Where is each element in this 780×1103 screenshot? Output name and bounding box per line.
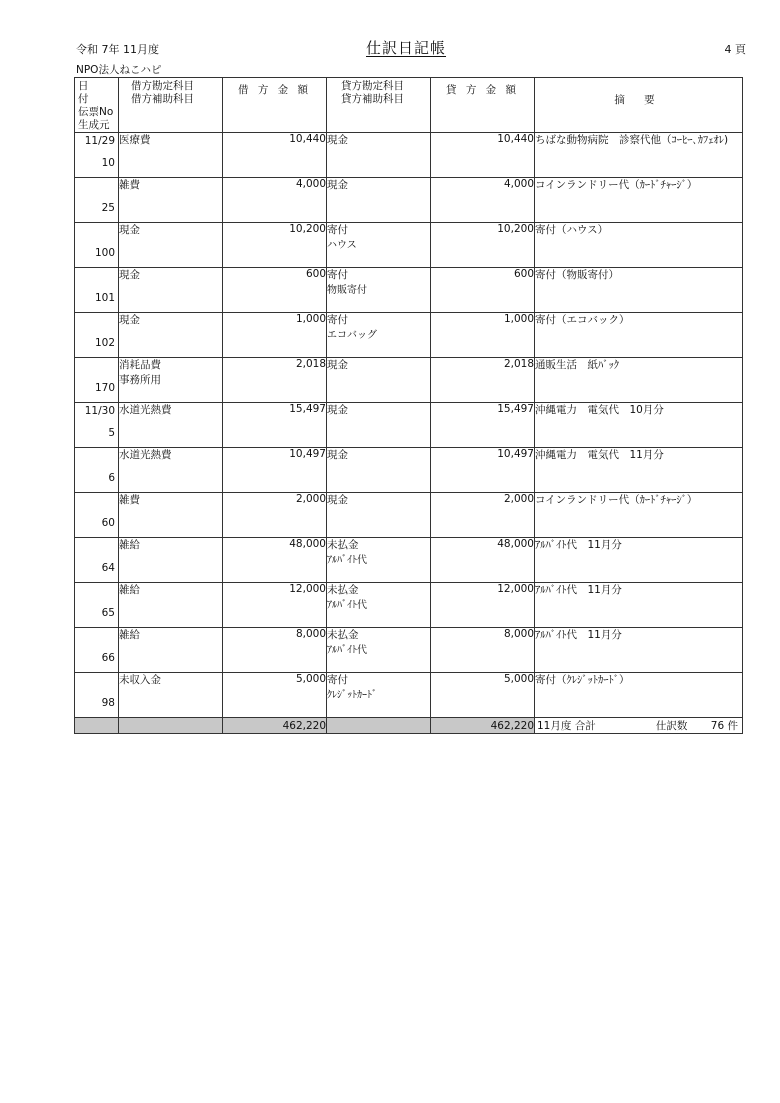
entry-description: 沖縄電力 電気代 10月分: [535, 403, 743, 448]
entry-description: ちばな動物病院 診察代他（ｺｰﾋｰ､ｶﾌｪｵﾚ): [535, 133, 743, 178]
debit-account: 雑給: [119, 629, 140, 641]
debit-account: 水道光熱費: [119, 404, 172, 416]
table-row: [75, 268, 743, 313]
header-debit-account-label: 借方勘定科目: [131, 80, 194, 92]
credit-account-cell: [327, 178, 431, 223]
header-debit-account: [119, 78, 223, 133]
debit-account-cell: [119, 268, 223, 313]
debit-account-cell: [119, 178, 223, 223]
header-debit-amount-label: 借 方 金 額: [237, 84, 311, 96]
date-cell: [75, 223, 119, 268]
credit-account: 未払金: [327, 584, 359, 596]
header-credit-sub-label: 貸方補助科目: [341, 93, 404, 105]
credit-account: 未払金: [327, 539, 359, 551]
totals-summary: [535, 718, 743, 734]
credit-account: 未払金: [327, 629, 359, 641]
debit-account-cell: [119, 583, 223, 628]
date-cell: [75, 133, 119, 178]
entry-description: コインランドリー代（ｶｰﾄﾞﾁｬｰｼﾞ）: [535, 178, 743, 223]
totals-blank-credit-account: [327, 718, 431, 734]
credit-account-cell: [327, 223, 431, 268]
credit-account: 現金: [327, 404, 348, 416]
debit-amount: 10,497: [223, 448, 327, 493]
debit-amount: 10,440: [223, 133, 327, 178]
page-number: 4 頁: [724, 43, 746, 56]
entry-description: ｱﾙﾊﾞｲﾄ代 11月分: [535, 583, 743, 628]
date-cell: [75, 268, 119, 313]
slip-number: 101: [94, 292, 115, 304]
credit-account: 現金: [327, 449, 348, 461]
header-summary: [535, 78, 743, 133]
debit-account: 未収入金: [119, 674, 161, 686]
credit-amount: 15,497: [431, 403, 535, 448]
debit-account: 消耗品費: [119, 359, 161, 371]
entry-description: ｱﾙﾊﾞｲﾄ代 11月分: [535, 628, 743, 673]
debit-total: 462,220: [223, 718, 327, 734]
debit-account-cell: [119, 448, 223, 493]
date-cell: [75, 178, 119, 223]
header-debit-amount: [223, 78, 327, 133]
slip-number: 10: [101, 157, 115, 169]
credit-account: 現金: [327, 494, 348, 506]
credit-amount: 600: [431, 268, 535, 313]
debit-amount: 1,000: [223, 313, 327, 358]
credit-amount: 4,000: [431, 178, 535, 223]
credit-amount: 10,440: [431, 133, 535, 178]
debit-account-cell: [119, 358, 223, 403]
credit-sub-account: ｱﾙﾊﾞｲﾄ代: [327, 645, 367, 656]
slip-number: 60: [101, 517, 115, 529]
debit-amount: 10,200: [223, 223, 327, 268]
debit-account: 現金: [119, 224, 140, 236]
credit-account-cell: [327, 358, 431, 403]
credit-amount: 5,000: [431, 673, 535, 718]
entry-description: 寄付（物販寄付）: [535, 268, 743, 313]
credit-amount: 2,000: [431, 493, 535, 538]
totals-blank-debit-account: [119, 718, 223, 734]
table-row: [75, 403, 743, 448]
slip-number: 170: [94, 382, 115, 394]
table-header: [75, 78, 743, 133]
slip-number: 100: [94, 247, 115, 259]
header-credit-amount-label: 貸 方 金 額: [445, 84, 519, 96]
header-debit-sub-label: 借方補助科目: [131, 93, 194, 105]
entry-date: 11/30: [84, 405, 115, 417]
totals-label: 11月度 合計: [537, 720, 596, 732]
credit-amount: 48,000: [431, 538, 535, 583]
credit-account-cell: [327, 493, 431, 538]
entry-count: 76 件: [710, 720, 738, 732]
credit-sub-account: エコバッグ: [327, 330, 377, 341]
debit-account-cell: [119, 628, 223, 673]
credit-amount: 10,200: [431, 223, 535, 268]
debit-account: 水道光熱費: [119, 449, 172, 461]
table-row: [75, 223, 743, 268]
debit-amount: 2,000: [223, 493, 327, 538]
credit-account: 寄付: [327, 269, 348, 281]
credit-amount: 10,497: [431, 448, 535, 493]
date-cell: [75, 448, 119, 493]
slip-number: 6: [108, 472, 115, 484]
entry-description: 寄付（ｸﾚｼﾞｯﾄｶｰﾄﾞ）: [535, 673, 743, 718]
slip-number: 5: [108, 427, 115, 439]
debit-account: 雑給: [119, 584, 140, 596]
debit-amount: 12,000: [223, 583, 327, 628]
header-credit-amount: [431, 78, 535, 133]
credit-account-cell: [327, 673, 431, 718]
credit-sub-account: ｱﾙﾊﾞｲﾄ代: [327, 555, 367, 566]
journal-table: [74, 77, 743, 734]
credit-account-cell: [327, 133, 431, 178]
credit-account-cell: [327, 583, 431, 628]
credit-account: 寄付: [327, 674, 348, 686]
entry-description: ｱﾙﾊﾞｲﾄ代 11月分: [535, 538, 743, 583]
credit-account-cell: [327, 448, 431, 493]
entry-count-group: [656, 718, 738, 733]
date-cell: [75, 673, 119, 718]
table-row: [75, 448, 743, 493]
debit-account: 雑費: [119, 179, 140, 191]
debit-account-cell: [119, 223, 223, 268]
debit-amount: 600: [223, 268, 327, 313]
debit-sub-account: 事務所用: [119, 374, 161, 386]
date-cell: [75, 583, 119, 628]
debit-account: 現金: [119, 314, 140, 326]
debit-amount: 15,497: [223, 403, 327, 448]
debit-account: 雑費: [119, 494, 140, 506]
header-date: [75, 78, 119, 133]
debit-account-cell: [119, 313, 223, 358]
date-cell: [75, 403, 119, 448]
credit-account: 現金: [327, 179, 348, 191]
header-date-line1: 日 付: [78, 80, 95, 105]
slip-number: 102: [94, 337, 115, 349]
credit-amount: 1,000: [431, 313, 535, 358]
debit-account: 医療費: [119, 134, 151, 146]
table-body: [75, 133, 743, 718]
header-summary-label: 摘 要: [614, 93, 663, 106]
credit-amount: 2,018: [431, 358, 535, 403]
debit-account-cell: [119, 673, 223, 718]
table-row: [75, 628, 743, 673]
table-row: [75, 583, 743, 628]
debit-account: 現金: [119, 269, 140, 281]
header-date-line3: 生成元: [78, 119, 110, 131]
credit-account-cell: [327, 538, 431, 583]
entry-description: 沖縄電力 電気代 11月分: [535, 448, 743, 493]
totals-row: [75, 718, 743, 734]
date-cell: [75, 538, 119, 583]
slip-number: 64: [101, 562, 115, 574]
credit-account-cell: [327, 628, 431, 673]
slip-number: 25: [101, 202, 115, 214]
table-row: [75, 313, 743, 358]
credit-account: 寄付: [327, 314, 348, 326]
credit-sub-account: ｱﾙﾊﾞｲﾄ代: [327, 600, 367, 611]
debit-account-cell: [119, 493, 223, 538]
debit-account: 雑給: [119, 539, 140, 551]
credit-account-cell: [327, 313, 431, 358]
header-credit-account-label: 貸方勘定科目: [341, 80, 404, 92]
table-row: [75, 673, 743, 718]
credit-sub-account: ｸﾚｼﾞｯﾄｶｰﾄﾞ: [327, 690, 377, 701]
entry-description: 寄付（ハウス）: [535, 223, 743, 268]
totals-blank-date: [75, 718, 119, 734]
debit-amount: 8,000: [223, 628, 327, 673]
entry-date: 11/29: [84, 135, 115, 147]
credit-total: 462,220: [431, 718, 535, 734]
debit-amount: 48,000: [223, 538, 327, 583]
credit-account: 現金: [327, 134, 348, 146]
credit-account-cell: [327, 268, 431, 313]
debit-account-cell: [119, 538, 223, 583]
credit-account: 現金: [327, 359, 348, 371]
organization-name: NPO法人ねこハピ: [76, 64, 162, 76]
debit-account-cell: [119, 133, 223, 178]
table-row: [75, 358, 743, 403]
date-cell: [75, 628, 119, 673]
debit-amount: 2,018: [223, 358, 327, 403]
credit-sub-account: ハウス: [327, 240, 357, 251]
slip-number: 66: [101, 652, 115, 664]
header-credit-account: [327, 78, 431, 133]
debit-amount: 4,000: [223, 178, 327, 223]
date-cell: [75, 493, 119, 538]
header-date-line2: 伝票No: [78, 106, 114, 118]
entry-description: 寄付（エコバック）: [535, 313, 743, 358]
table-row: [75, 178, 743, 223]
debit-account-cell: [119, 403, 223, 448]
slip-number: 98: [101, 697, 115, 709]
slip-number: 65: [101, 607, 115, 619]
entry-description: 通販生活 紙ﾊﾞｯｸ: [535, 358, 743, 403]
credit-account-cell: [327, 403, 431, 448]
credit-amount: 8,000: [431, 628, 535, 673]
period-label: 令和 7年 11月度: [76, 43, 159, 56]
credit-sub-account: 物販寄付: [327, 285, 367, 296]
table-row: [75, 133, 743, 178]
table-row: [75, 493, 743, 538]
entry-count-label: 仕訳数: [655, 720, 688, 732]
date-cell: [75, 358, 119, 403]
credit-account: 寄付: [327, 224, 348, 236]
credit-amount: 12,000: [431, 583, 535, 628]
page-title: 仕訳日記帳: [366, 39, 447, 57]
table-row: [75, 538, 743, 583]
entry-description: コインランドリー代（ｶｰﾄﾞﾁｬｰｼﾞ）: [535, 493, 743, 538]
date-cell: [75, 313, 119, 358]
debit-amount: 5,000: [223, 673, 327, 718]
